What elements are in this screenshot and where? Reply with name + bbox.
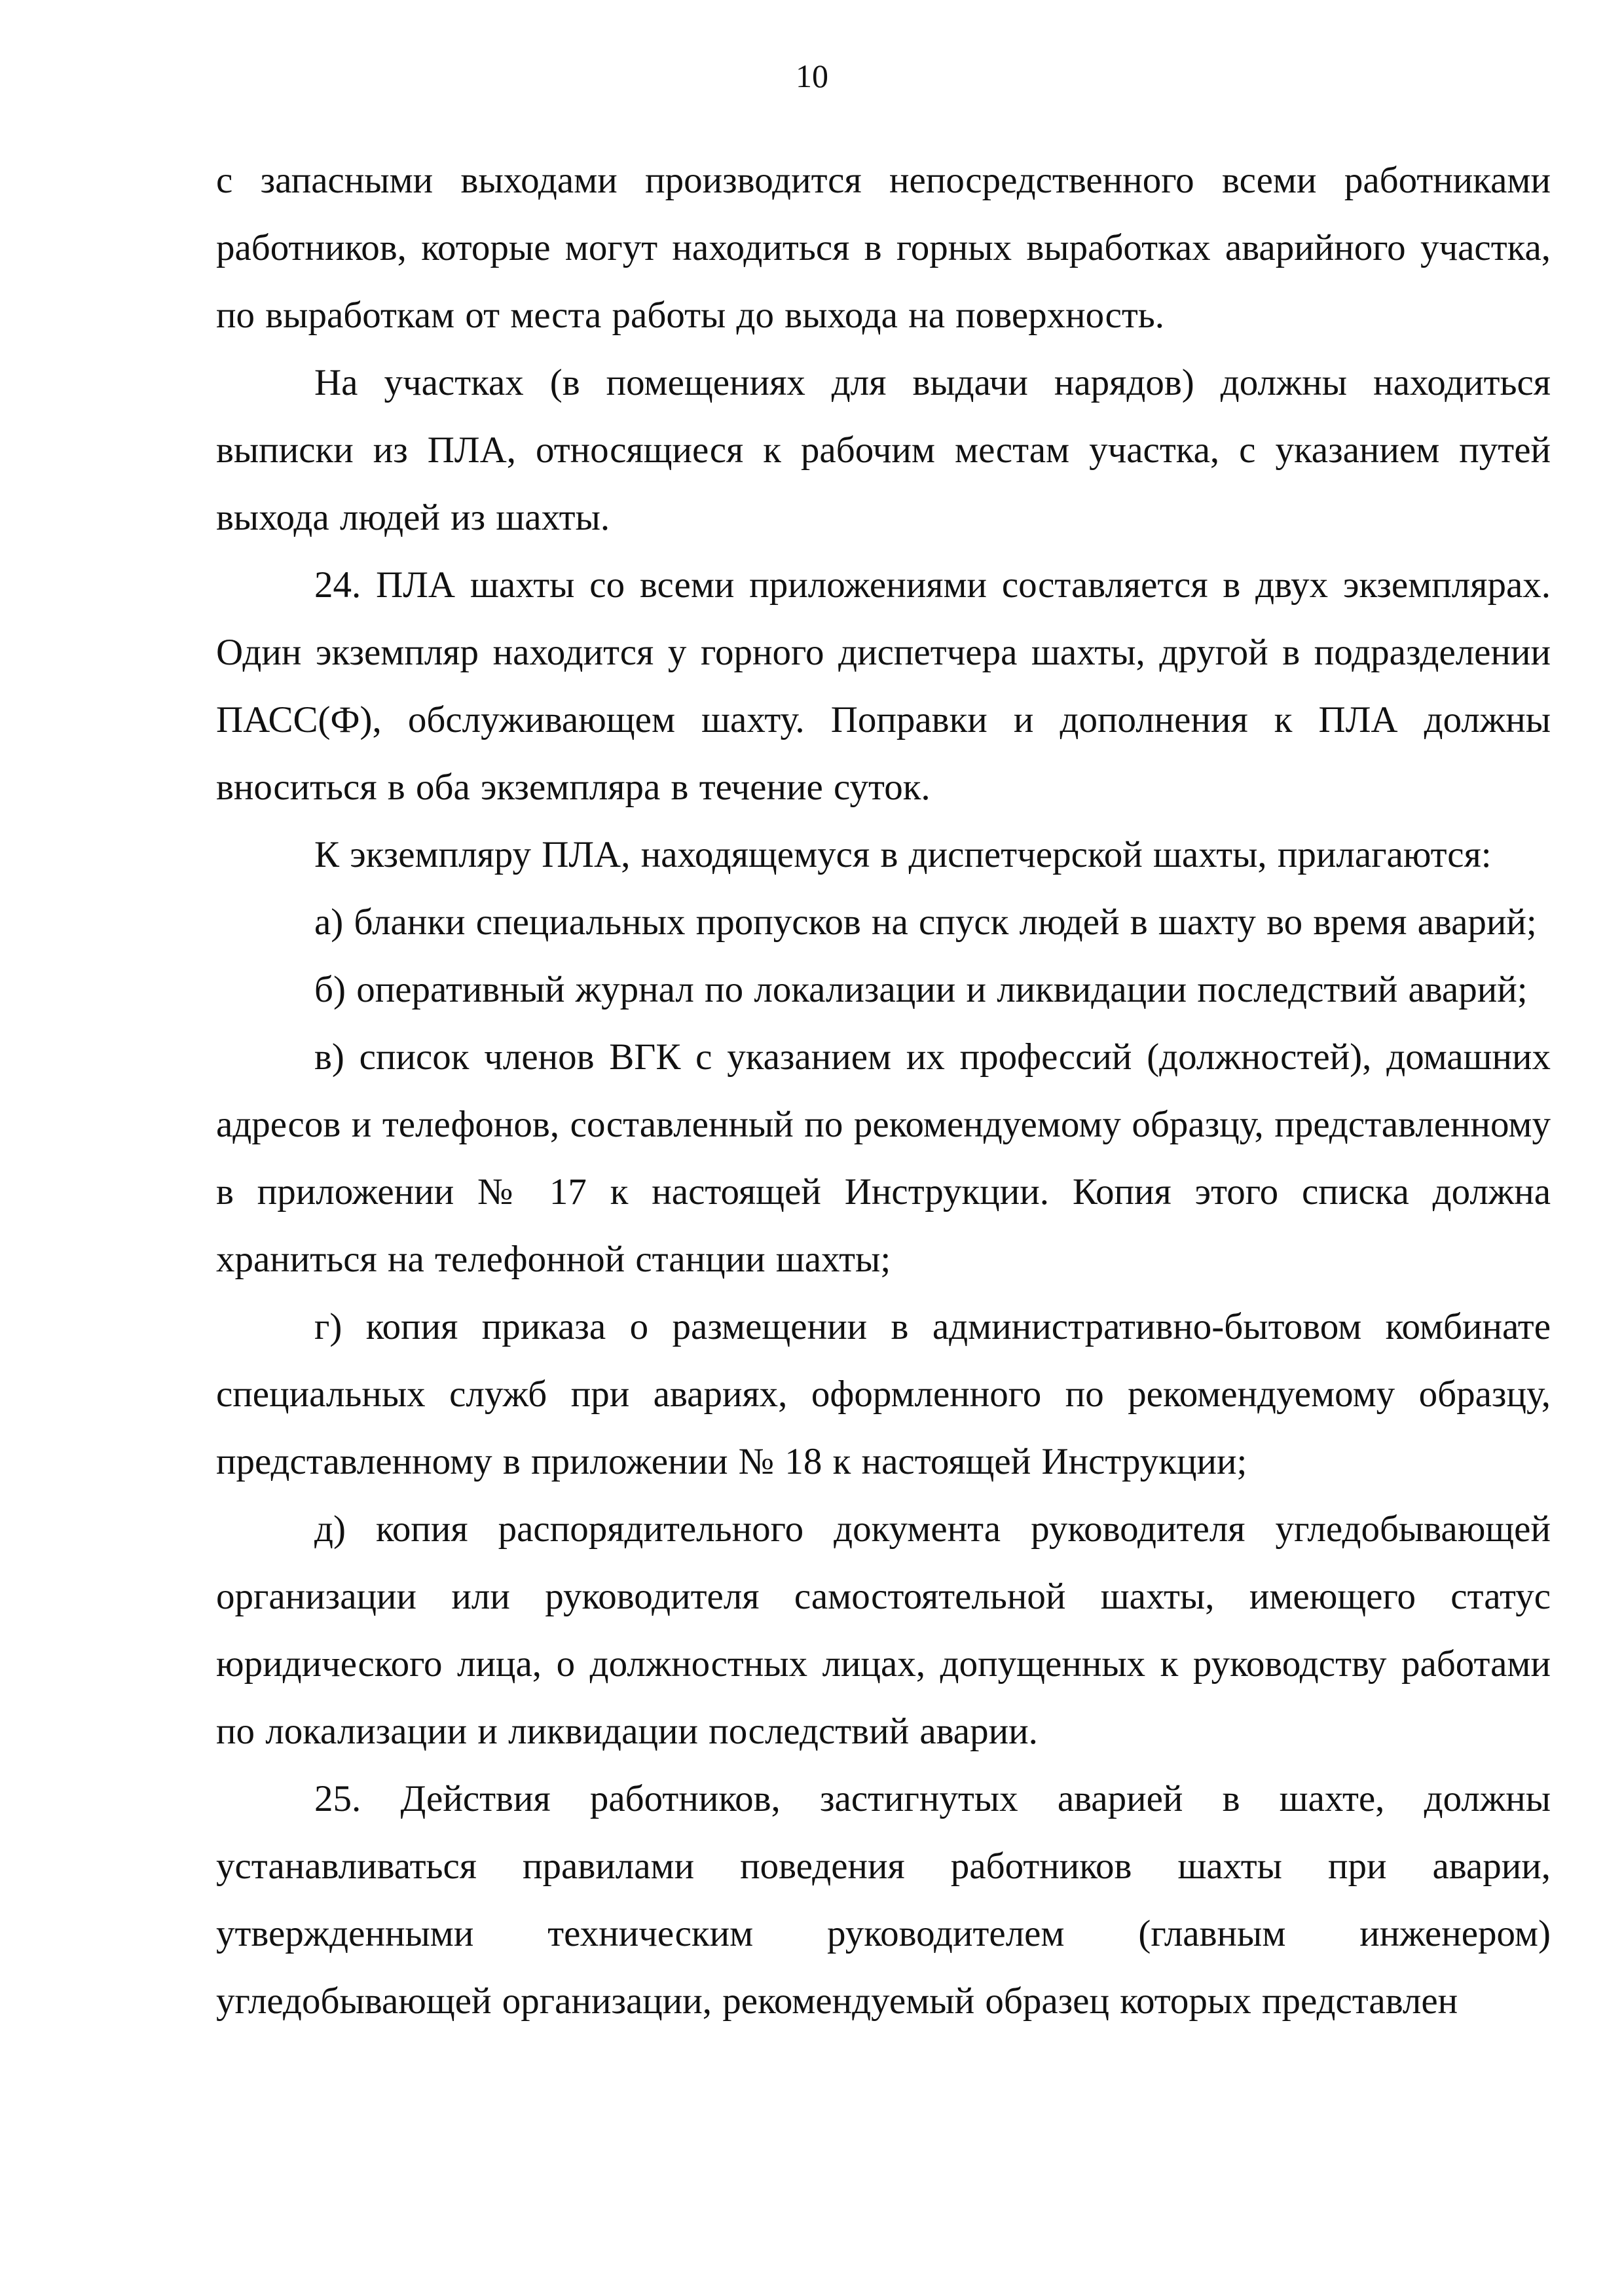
paragraph-24: 24. ПЛА шахты со всеми приложениями составляется в двух экземплярах. Один экземпляр находится у горного диспетчера шахты, другой в подразделении ПАСС(Ф), обслуживающем шахту. Поправки и дополнения к ПЛА должны вноситься в оба экземпляра в течение суток. bbox=[216, 564, 1551, 808]
paragraph-pla-extracts: На участках (в помещениях для выдачи нарядов) должны находиться выписки из ПЛА, относящиеся к рабочим местам участка, с указанием путей выхода людей из шахты. bbox=[216, 362, 1551, 538]
list-item-g: г) копия приказа о размещении в административно-бытовом комбинате специальных служб при авариях, оформленного по рекомендуемому образцу, представленному в приложении № 18 к настоящей Инструкции; bbox=[216, 1306, 1551, 1482]
paragraph-25: 25. Действия работников, застигнутых аварией в шахте, должны устанавливаться правилами поведения работников шахты при аварии, утвержденными техническим руководителем (главным инженером) угледобывающей организации, рекомендуемый образец которых представлен bbox=[216, 1778, 1551, 2022]
page-number: 10 bbox=[796, 58, 828, 94]
list-item-v: в) список членов ВГК с указанием их профессий (должностей), домашних адресов и телефонов, составленный по рекомендуемому образцу, представленному в приложении № 17 к настоящей Инструкции. Копия этого списка должна храниться на телефонной станции шахты; bbox=[216, 1036, 1551, 1280]
list-item-b: б) оперативный журнал по локализации и ликвидации последствий аварий; bbox=[314, 969, 1528, 1010]
paragraph-attachments-intro: К экземпляру ПЛА, находящемуся в диспетчерской шахты, прилагаются: bbox=[314, 834, 1492, 875]
document-body bbox=[216, 147, 1551, 2035]
list-item-d: д) копия распорядительного документа руководителя угледобывающей организации или руководителя самостоятельной шахты, имеющего статус юридического лица, о должностных лицах, допущенных к руководству работами по локализации и ликвидации последствий аварии. bbox=[216, 1508, 1551, 1752]
paragraph-continuation: с запасными выходами производится непосредственного всеми работниками работников, которые могут находиться в горных выработках аварийного участка, по выработкам от места работы до выхода на поверхность. bbox=[216, 160, 1551, 336]
list-item-a: а) бланки специальных пропусков на спуск людей в шахту во время аварий; bbox=[314, 902, 1537, 943]
